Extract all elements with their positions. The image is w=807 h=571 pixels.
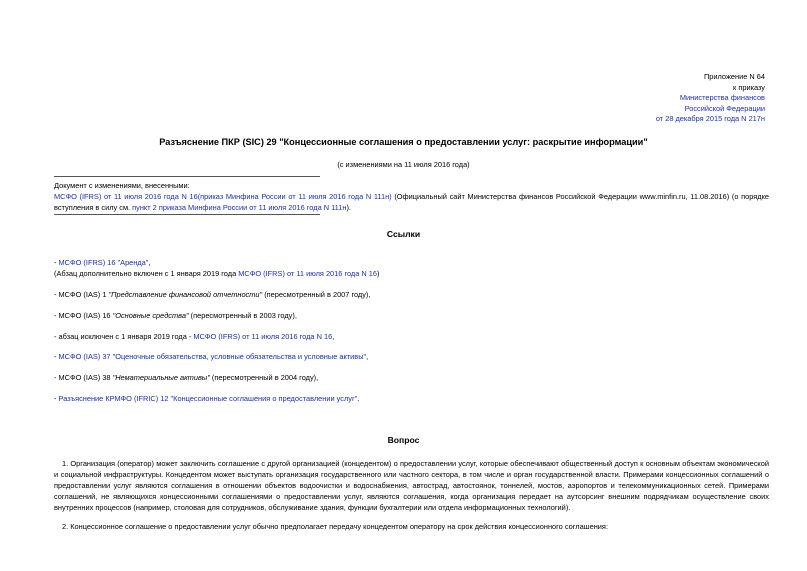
appendix-ministry-link[interactable]: Министерства финансов [679, 93, 765, 103]
ref-ias38-suffix: (пересмотренный в 2004 году), [209, 373, 319, 383]
appendix-order: к приказу [733, 82, 765, 92]
document-subtitle: (с изменениями на 11 июля 2016 года) [337, 160, 470, 169]
ref-excluded-punct: , [332, 331, 335, 341]
ref-ias37-punct: , [366, 352, 369, 362]
question-paragraph-1: 1. Организация (оператор) может заключить соглашение с другой организацией (концедентом) о предоставлении услуг, которые обеспечивают общественный доступ к основным объектам экономической и социальной инфраструктуры. Концедентом может выступать организация государственного или частного сектора, в том числе и орган государственной власти. Примерами концессионных соглашений о предоставлении услуг являются соглашения в отношении объектов водоочистки и водоснабжения, автострад, автостоянок, тоннелей, мостов, аэропортов и телекоммуникационных сетей. Примерами соглашений, не являющихся концессионными соглашениями о предоставлении услуг, являются соглашения, когда организация передает на аутсорсинг внешним подрядчикам осуществление своих внутренних процессов (например, столовая для сотрудников, обслуживание здания, функции бухгалтерии или отдела информационных технологий). [54, 459, 769, 512]
changes-bottom-divider [54, 214, 320, 215]
ref-ias1-title: "Представление финансовой отчетности" [108, 290, 263, 299]
ref-item-ias1 [54, 289, 774, 300]
ref-item-ias38 [54, 372, 774, 383]
appendix-block [656, 72, 765, 125]
changes-link-ifrs16[interactable]: МСФО (IFRS) от 11 июля 2016 года N 16 [54, 192, 198, 202]
ref-ias16-title: "Основные средства" [112, 310, 189, 320]
ref-note-text: (Абзац дополнительно включен с 1 января 2019 года [54, 269, 239, 279]
refs-list [54, 257, 774, 414]
ref-item-ifrs16: - МСФО (IFRS) 16 "Аренда", (Абзац дополнительно включен с 1 января 2019 года МСФО (IFRS) от 11 июля 2016 года N 16) [54, 258, 380, 279]
ref-excluded-link[interactable]: МСФО (IFRS) от 11 июля 2016 года N 16 [193, 331, 333, 341]
ref-ias38-prefix: - МСФО (IAS) 38 [54, 373, 113, 383]
question-heading: Вопрос [387, 435, 420, 445]
appendix-date-link[interactable]: от 28 декабря 2015 года N 217н [655, 114, 765, 124]
ref-ifric12-punct: . [357, 393, 360, 403]
changes-intro: Документ с изменениями, внесенными: [54, 181, 190, 190]
document-title: Разъяснение ПКР (SIC) 29 "Концессионные соглашения о предоставлении услуг: раскрытие информации" [159, 137, 648, 147]
changes-body [54, 191, 769, 213]
changes-top-divider [54, 176, 320, 177]
ref-item-excluded [54, 331, 774, 342]
question-block [54, 458, 769, 540]
changes-block [54, 180, 769, 214]
ref-item-ias37: - МСФО (IAS) 37 "Оценочные обязательства, условные обязательства и условные активы", [54, 352, 369, 362]
ref-ias38-title: "Нематериальные активы" [112, 373, 210, 383]
changes-link-point2[interactable]: пункт 2 приказа Минфина России от 11 июля 2016 года N 111н [132, 203, 347, 213]
ref-punct: , [148, 258, 151, 267]
ref-ias1-suffix: (пересмотренный в 2007 году), [262, 290, 371, 299]
changes-link-order[interactable]: (приказ Минфина России от 11 июля 2016 года N 111н) [197, 192, 392, 202]
ref-ias37-link[interactable]: МСФО (IAS) 37 "Оценочные обязательства, условные обязательства и условные активы" [58, 352, 367, 362]
ref-ias16-suffix: (пересмотренный в 2003 году), [188, 310, 297, 320]
ref-ifric12-link[interactable]: Разъяснение КРМФО (IFRIC) 12 "Концессионные соглашения о предоставлении услуг" [58, 393, 358, 403]
ref-note-link[interactable]: МСФО (IFRS) от 11 июля 2016 года N 16 [238, 269, 378, 279]
ref-note-close: ) [377, 269, 380, 279]
ref-link-ifrs16[interactable]: МСФО (IFRS) 16 "Аренда" [58, 258, 149, 267]
refs-heading: Ссылки [386, 229, 421, 239]
appendix-number: Приложение N 64 [703, 72, 765, 81]
ref-item-ifric12: - Разъяснение КРМФО (IFRIC) 12 "Концессионные соглашения о предоставлении услуг". [54, 393, 360, 403]
changes-text-2: ). [346, 203, 351, 213]
ref-ias1-prefix: - МСФО (IAS) 1 [54, 290, 109, 299]
changes-text-1: (Официальный сайт Министерства финансов Российской Федерации www.minfin.ru, 11.08.2016) (о порядке вступления в силу см. [54, 192, 769, 213]
ref-item-ias16 [54, 310, 774, 321]
appendix-federation-link[interactable]: Российской Федерации [684, 103, 765, 113]
question-paragraph-2: 2. Концессионное соглашение о предоставлении услуг обычно предполагает передачу концедентом оператору на срок действия концессионного соглашения: [62, 522, 608, 531]
ref-ias16-prefix: - МСФО (IAS) 16 [54, 310, 113, 320]
ref-excluded-text: - абзац исключен с 1 января 2019 года - [54, 331, 194, 341]
